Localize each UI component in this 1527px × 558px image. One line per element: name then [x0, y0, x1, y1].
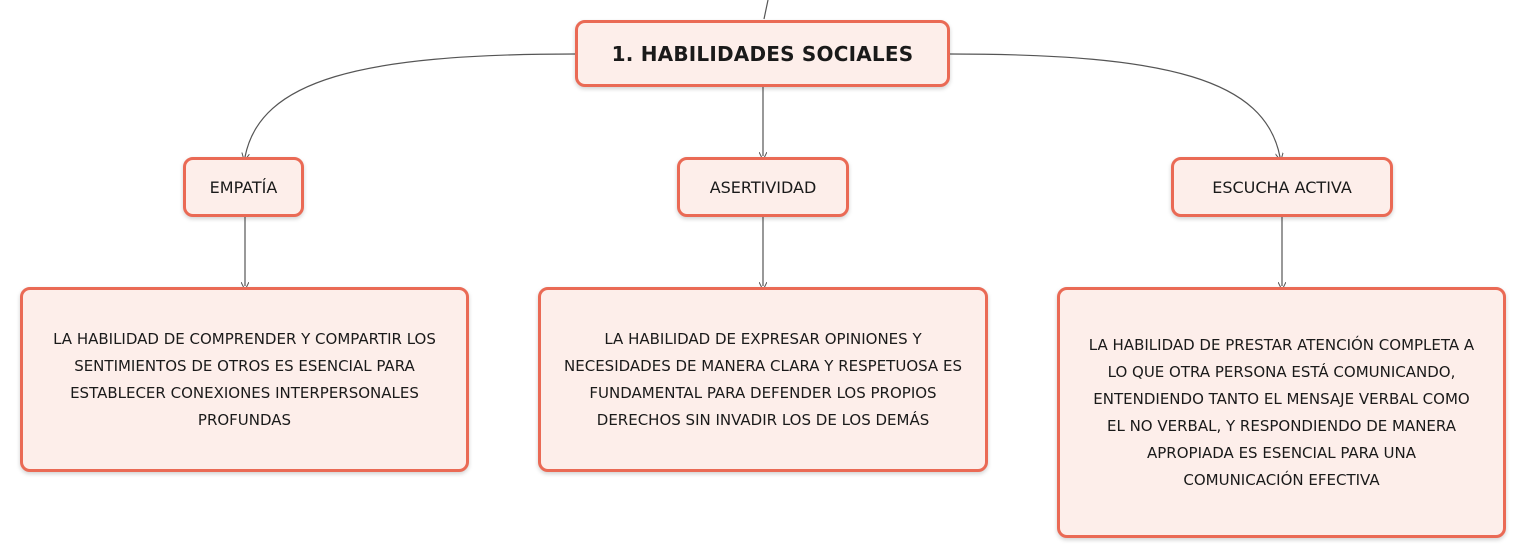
root-node-label: 1. HABILIDADES SOCIALES [611, 41, 914, 66]
branch-node-label: ASERTIVIDAD [709, 177, 817, 197]
connector-root-to-escucha-activa [950, 54, 1280, 157]
branch-node-asertividad[interactable] [677, 157, 849, 217]
description-text: LA HABILIDAD DE PRESTAR ATENCIÓN COMPLETA A LO QUE OTRA PERSONA ESTÁ COMUNICANDO, ENTENDIENDO TANTO EL MENSAJE VERBAL COMO EL NO VERBAL, Y RESPONDIENDO DE MANERA APROPIADA ES ESENCIAL PARA UNA COMUNICACIÓN EFECTIVA [1088, 335, 1475, 489]
branch-node-escucha-activa[interactable] [1171, 157, 1393, 217]
branch-node-label: EMPATÍA [209, 177, 278, 197]
branch-node-label: ESCUCHA ACTIVA [1212, 177, 1352, 197]
root-node[interactable] [575, 20, 950, 87]
description-node-empatia[interactable] [20, 287, 469, 472]
connector-root-to-empatia [245, 54, 575, 157]
description-text: LA HABILIDAD DE COMPRENDER Y COMPARTIR LOS SENTIMIENTOS DE OTROS ES ESENCIAL PARA ESTABLECER CONEXIONES INTERPERSONALES PROFUNDAS [53, 329, 436, 429]
description-node-asertividad[interactable] [538, 287, 988, 472]
description-text: LA HABILIDAD DE EXPRESAR OPINIONES Y NECESIDADES DE MANERA CLARA Y RESPETUOSA ES FUNDAMENTAL PARA DEFENDER LOS PROPIOS DERECHOS SIN INVADIR LOS DE LOS DEMÁS [564, 329, 962, 429]
incoming-connector [764, 0, 768, 19]
description-node-escucha-activa[interactable] [1057, 287, 1506, 538]
branch-node-empatia[interactable] [183, 157, 304, 217]
